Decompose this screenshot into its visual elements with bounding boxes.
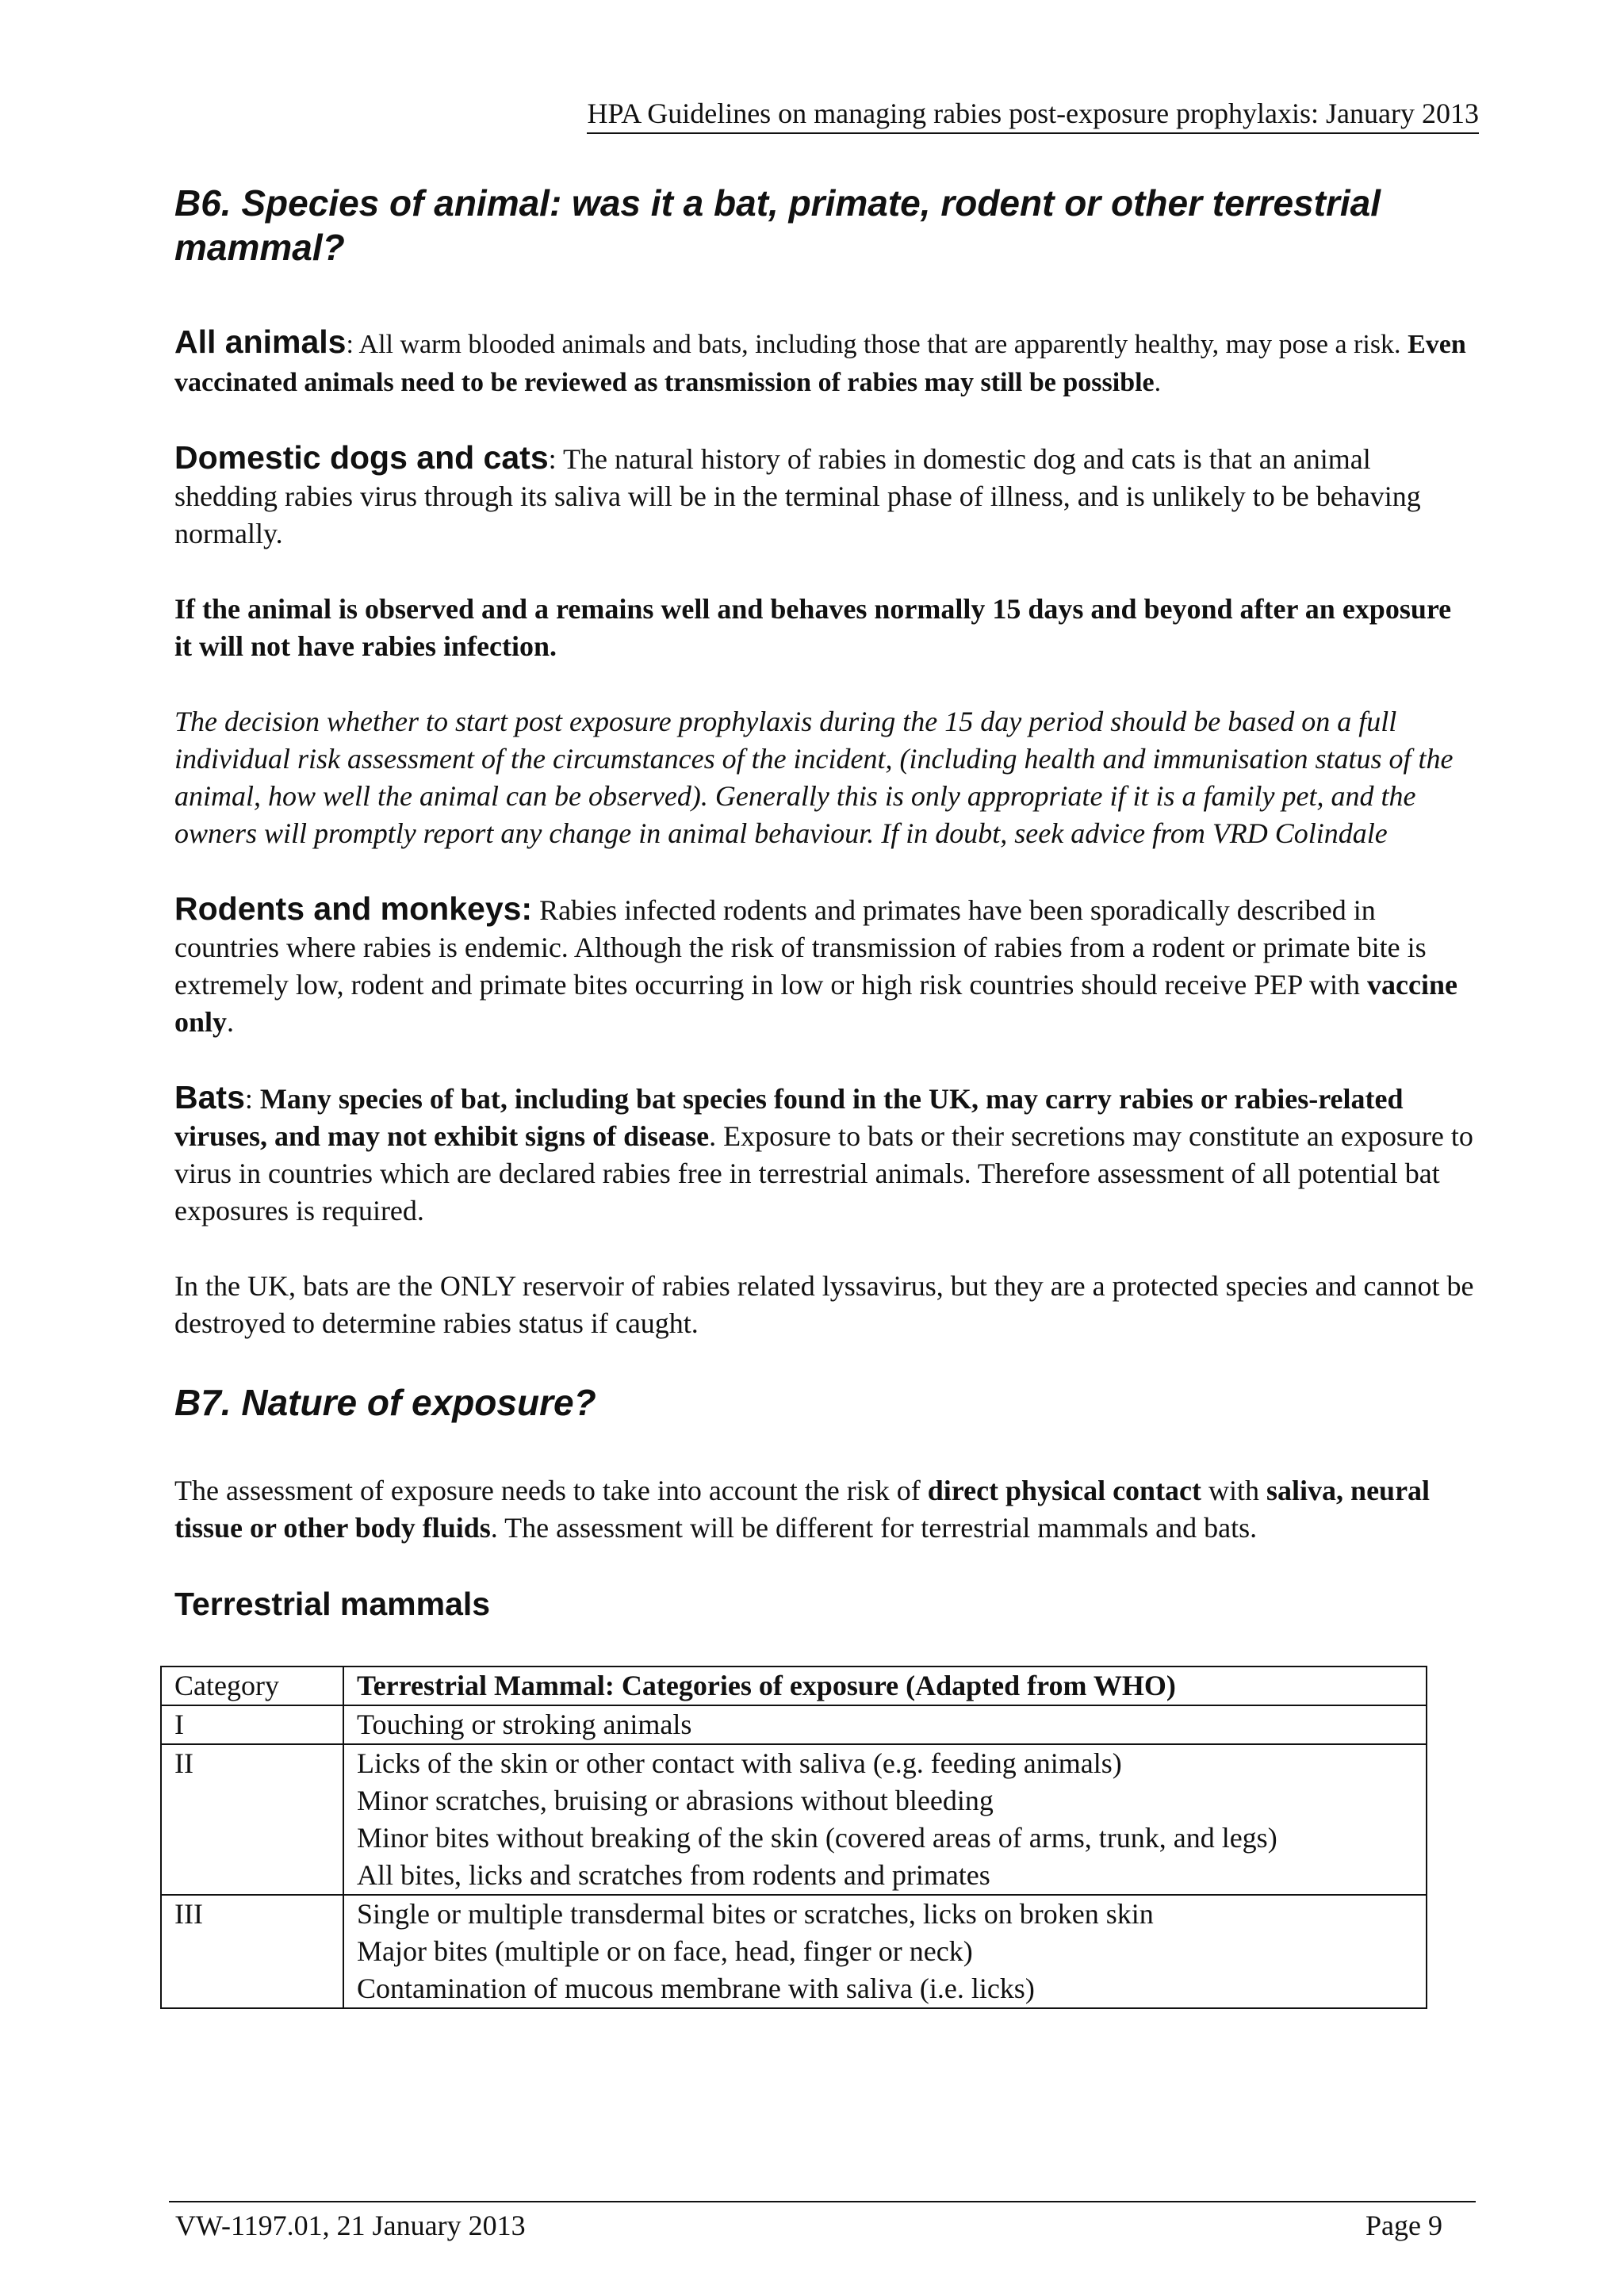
table-item: Contamination of mucous membrane with saliva (i.e. licks) [357, 1972, 1035, 2004]
rodents-end: . [227, 1006, 235, 1039]
all-animals-text: : All warm blooded animals and bats, including those that are apparently healthy, may pose a risk. [346, 330, 1408, 360]
table-item: Minor scratches, bruising or abrasions without bleeding [357, 1784, 994, 1816]
running-header: HPA Guidelines on managing rabies post-exposure prophylaxis: January 2013 [587, 97, 1479, 134]
rodents-paragraph [174, 890, 1475, 1041]
observed-text: If the animal is observed and a remains well and behaves normally 15 days and beyond after an exposure it will not have rabies infection. [174, 593, 1452, 663]
rodents-bold: vaccine only [174, 969, 1457, 1039]
b7-intro-paragraph [174, 1472, 1475, 1547]
table-header-category: Category [161, 1667, 343, 1705]
table-row [161, 1744, 1427, 1895]
table-item: All bites, licks and scratches from rodents and primates [357, 1858, 990, 1891]
section-b7-title: B7. Nature of exposure? [174, 1382, 596, 1424]
table-cell-items [343, 1705, 1427, 1744]
table-row [161, 1705, 1427, 1744]
page-number: Page 9 [1365, 2210, 1442, 2241]
table-item: Licks of the skin or other contact with saliva (e.g. feeding animals) [357, 1747, 1122, 1779]
decision-paragraph: The decision whether to start post exposure prophylaxis during the 15 day period should be based on a full individual risk assessment of the circumstances of the incident, (including health and immunisation status of the animal, how well the animal can be observed). Generally this is only appropriate if it is a family pet, and the owners will promptly report any change in animal behaviour. If in doubt, seek advice from VRD Colindale [174, 706, 1454, 850]
all-animals-lead: All animals [174, 323, 347, 361]
domestic-paragraph [174, 439, 1475, 553]
bats-lead: Bats [174, 1079, 245, 1116]
table-header-row [161, 1667, 1427, 1705]
terrestrial-mammals-heading: Terrestrial mammals [174, 1586, 491, 1623]
all-animals-bold: Even vaccinated animals need to be reviewed as transmission of rabies may still be possible [174, 330, 1466, 398]
table-header-description-text: Terrestrial Mammal: Categories of exposure (Adapted from WHO) [357, 1669, 1176, 1701]
b7-intro-t2: with [1201, 1475, 1267, 1507]
table-cell-items [343, 1895, 1427, 2008]
b7-intro-t1: The assessment of exposure needs to take into account the risk of [174, 1475, 928, 1507]
table-cell-items [343, 1744, 1427, 1895]
document-reference: VW-1197.01, 21 January 2013 [175, 2210, 526, 2241]
uk-bats-paragraph: In the UK, bats are the ONLY reservoir of rabies related lyssavirus, but they are a protected species and cannot be destroyed to determine rabies status if caught. [174, 1270, 1474, 1340]
bats-text: . Exposure to bats or their secretions may constitute an exposure to virus in countries which are declared rabies free in terrestrial animals. Therefore assessment of all potential bat exposures is required. [174, 1120, 1473, 1227]
table-header-description [343, 1667, 1427, 1705]
bats-colon: : [244, 1083, 260, 1115]
rodents-lead: Rodents and monkeys: [174, 890, 533, 928]
observed-paragraph [174, 591, 1475, 665]
b7-intro-t3: . The assessment will be different for terrestrial mammals and bats. [490, 1512, 1258, 1544]
page-footer [169, 2201, 1476, 2241]
table-cell-category: I [161, 1705, 343, 1744]
all-animals-paragraph [174, 323, 1475, 401]
all-animals-end: . [1154, 368, 1162, 398]
table-item: Single or multiple transdermal bites or scratches, licks on broken skin [357, 1897, 1154, 1930]
domestic-lead: Domestic dogs and cats [174, 439, 549, 476]
table-cell-category: II [161, 1744, 343, 1895]
table-item: Touching or stroking animals [357, 1708, 692, 1740]
table-item: Minor bites without breaking of the skin (covered areas of arms, trunk, and legs) [357, 1821, 1277, 1854]
b7-intro-b2: saliva, neural tissue or other body fluids [174, 1475, 1431, 1544]
page-content [174, 181, 1475, 2009]
domestic-text: : The natural history of rabies in domestic dog and cats is that an animal shedding rabies virus through its saliva will be in the terminal phase of illness, and is unlikely to be behaving normally. [174, 443, 1421, 550]
rodents-text: Rabies infected rodents and primates have been sporadically described in countries where rabies is endemic. Although the risk of transmission of rabies from a rodent or primate bite is extremely low, rodent and primate bites occurring in low or high risk countries should receive PEP with [174, 894, 1427, 1001]
exposure-categories-table [160, 1666, 1427, 2009]
b7-intro-b1: direct physical contact [927, 1475, 1202, 1507]
section-b6-title: B6. Species of animal: was it a bat, primate, rodent or other terrestrial mammal? [174, 182, 1381, 269]
bats-bold: Many species of bat, including bat species found in the UK, may carry rabies or rabies-related viruses, and may not exhibit signs of disease [174, 1083, 1404, 1153]
table-item: Major bites (multiple or on face, head, finger or neck) [357, 1934, 973, 1967]
table-row [161, 1895, 1427, 2008]
table-cell-category: III [161, 1895, 343, 2008]
bats-paragraph [174, 1079, 1475, 1230]
